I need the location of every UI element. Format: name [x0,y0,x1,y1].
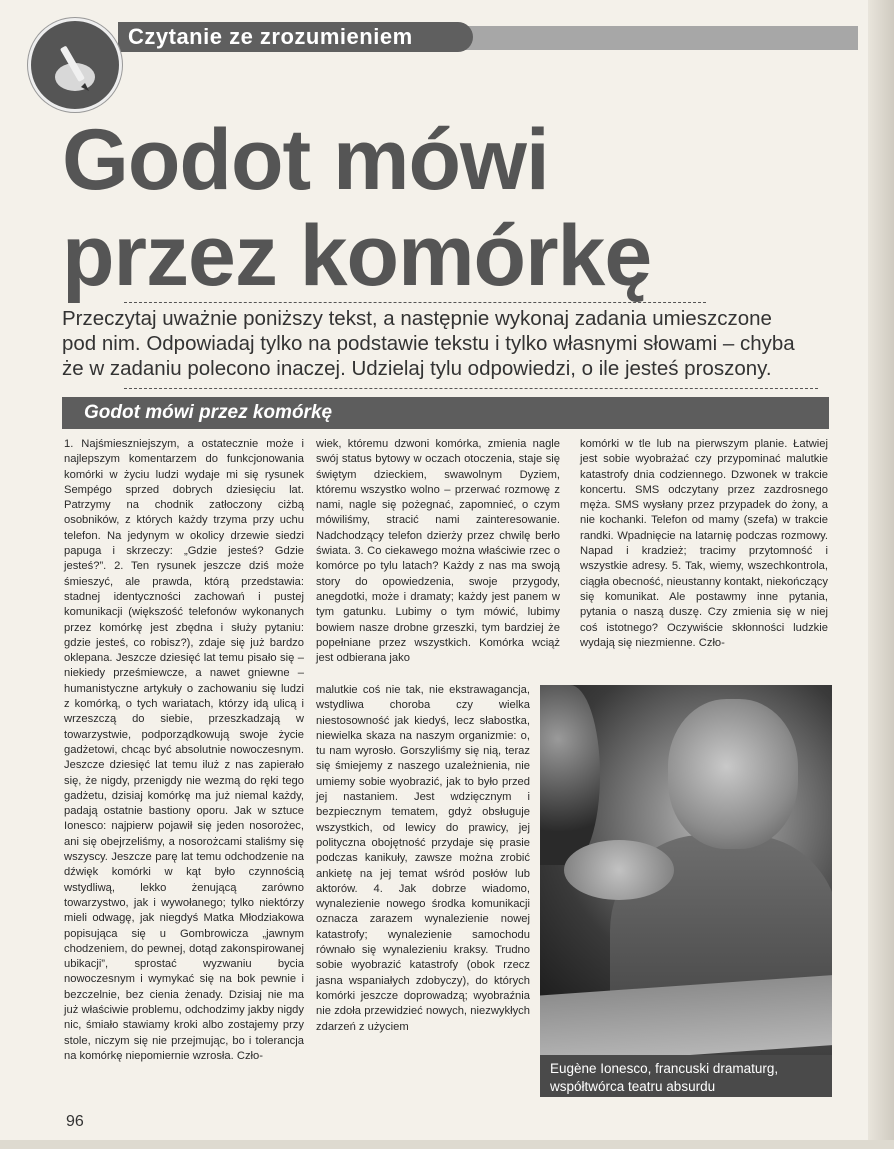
page-edge [868,0,894,1149]
photo-caption: Eugène Ionesco, francuski dramaturg, współtwórca teatru absurdu [540,1055,832,1097]
page-number: 96 [66,1113,84,1130]
title-line-1: Godot mówi [62,112,549,208]
photo-hand [564,840,674,900]
title-line-2: przez komórkę [62,208,652,304]
ionesco-photo [540,685,832,1055]
section-label: Czytanie ze zrozumieniem [128,24,413,49]
page-title [62,112,651,304]
article-column-3: komórki w tle lub na pierwszym planie. Łatwiej jest sobie wyobrażać czy przypominać malutkie katastrofy dnia codziennego. Dzwonek w trakcie koncertu. SMS odczytany przez zazdrosnego męża. SMS wysłany przez przypadek do żony, a nie kochanki. Telefon od mamy (szefa) w trakcie randki. Wpadnięcie na latarnię podczas rozmowy. Napad i kradzież; tracimy przytomność i wszystkie adresy. 5. Tak, wiemy, wszechkontrola, ciągła obecność, nieustanny kontakt, niekończący się komunikat. Ale postawmy inne pytania, pytania o naszą duszę. Czy zmienia się w niej coś istotnego? Oczywiście skłonności ludzkie wydają się niezmienne. Czło- [580,438,828,649]
title-underline-1 [124,302,706,303]
page-bottom-edge [0,1140,894,1149]
photo-face [668,699,798,849]
instructions: Przeczytaj uważnie poniższy tekst, a następnie wykonaj zadania umieszczone pod nim. Odpowiadaj tylko na podstawie tekstu i tylko własnymi słowami – chyba że w zadaniu polecono inaczej. Udzielaj tylu odpowiedzi, o ile jesteś proszony. [62,307,795,380]
article-heading: Godot mówi przez komórkę [84,402,333,423]
title-underline-2 [124,388,818,389]
pencil-icon [47,41,103,97]
photo-paper [540,975,832,1055]
article-column-2-continued: malutkie coś nie tak, nie ekstrawagancja, wstydliwa choroba czy wielka niestosowność jak kiedyś, lecz słabostka, niewielka skaza na naszym organizmie: o, tu nam wyrosło. Gorszyliśmy się nią, teraz się śmiejemy z naszego uzależnienia, nie umiemy sobie wyobrazić, jak to było przed jej nastaniem. Jest wdzięcznym i bezpiecznym tematem, gdyż obsługuje wszystkich, od lewicy do prawicy, jej polityczna obojętność przydaje się prasie podczas kanikuły, zawsze można zrobić ankietę na jej temat wśród posłów lub aktorów. 4. Jak dobrze wiadomo, wynalezienie nowego środka komunikacji oznacza zarazem wynalezienie nowej katastrofy; wynalezienie samochodu równało się wynalezieniu kraksy. Trudno sobie wyobrazić katastrofy (obok rzecz jasna wspaniałych zdobyczy), do których komórki jeszcze doprowadzą; wyobraźnia nie zdoła przewidzieć nowych, niezwykłych zdarzeń z użyciem [316,684,530,1033]
article-column-2: wiek, któremu dzwoni komórka, zmienia nagle swój status bytowy w oczach otoczenia, staje się świętym dzieckiem, swawolnym Dyziem, któremu wszystko wolno – przerwać rozmowę z nami, nagle się pożegnać, zapomnieć, o czym mówiliśmy, stracić nami zainteresowanie. Nadchodzący telefon dzierży przez chwilę berło świata. 3. Co ciekawego można właściwie rzec o komórce po tylu latach? Każdy z nas ma swoją story do opowiedzenia, swoje przygody, anegdotki, może i dramaty; każdy jest panem w tym gatunku. Lubimy o tym mówić, lubimy bowiem nasze drobne grzeszki, tym bardziej że popełniane przez wszystkich. Komórka wciąż jest odbierana jako [316,438,560,665]
background-figure [540,685,600,865]
article-column-1: 1. Najśmieszniejszym, a ostatecznie może i najlepszym komentarzem do funkcjonowania komórki w życiu ludzi wydaje mi się rysunek Sempégo sprzed dobrych dziesięciu lat. Patrzymy na chodnik zatłoczony ciżbą osobników, z których każdy trzyma przy uchu telefon. Na jedynym w okolicy drzewie siedzi papuga i skrzeczy: „Gdzie jesteś? Gdzie jesteś?”. 2. Ten rysunek jeszcze dziś może śmieszyć, ale prawda, którą przedstawia: stadnej identyczności zachowań i pustej komunikacji (większość telefonów wykonanych przez komórkę jest zbędna i służy pytaniu: gdzie jesteś, co robisz?), zdaje się już bardzo oklepana. Jeszcze dziesięć lat temu pisało się – niekiedy prześmiewcze, a nawet gniewne – humanistyczne artykuły o zachowaniu się ludzi z komórką, o tych wariatach, którzy idą ulicą i wrzeszczą do siebie, przeszkadzają w towarzystwie, podporządkowują swoje życie gadżetowi, chcąc być absolutnie nowoczesnym. Jeszcze dziesięć lat temu iluż z nas zapierało się, że nigdy, przenigdy nie wezmą do ręki tego gadżetu, dzisiaj komórkę ma już niemal każdy, padają ostatnie bastiony oporu. Jak w sztuce Ionesco: najpierw pojawił się jeden nosorożec, ani się obejrzeliśmy, a nosorożcami staliśmy się wszyscy. Jeszcze parę lat temu odchodzenie na dźwięk komórki w kąt było czynnością wstydliwą, lekko żenującą zarówno towarzystwo, jak i wywołanego; tylko niektórzy mieli odwagę, jak niegdyś Matka Młodziakowa popisująca się u Gombrowicza „jawnym chodzeniem, do pewnej, dotąd zakonspirowanej ubikacji”, sprostać wyzwaniu bycia nowoczesnym i wymykać się na bok pewnie i bezczelnie, bez cienia żenady. Dzisiaj nie ma już właściwie problemu, odchodzimy jakby nigdy nic, śmiało stawiamy kroki albo zostajemy przy stole, niczym się nie przejmując, bo i tolerancja na komórkę niepomiernie wzrosła. Czło- [64,438,304,1062]
hand-pencil-logo [28,18,122,112]
